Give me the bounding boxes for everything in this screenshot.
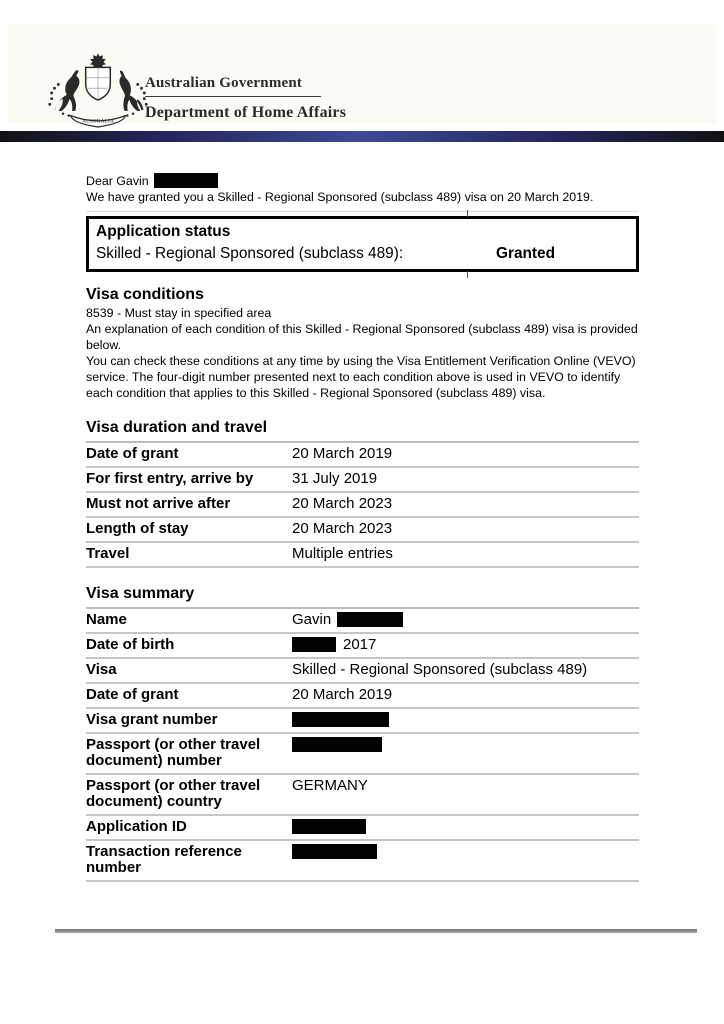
row-value: 31 July 2019 [292, 470, 378, 487]
row-value [292, 737, 639, 769]
row-label: Must not arrive after [86, 495, 231, 512]
crest-banner-text: AUSTRALIA [81, 118, 115, 125]
table-row-visa-grant-number [86, 709, 639, 734]
table-row [86, 518, 639, 543]
greeting-line [86, 173, 639, 189]
application-status-title: Application status [96, 223, 231, 240]
application-status-section [86, 216, 639, 272]
footer-divider [55, 929, 697, 933]
name-visible-part: Gavin [292, 611, 332, 628]
table-row-name [86, 609, 639, 634]
row-value: GERMANY [292, 777, 368, 794]
row-value: 20 March 2019 [292, 445, 393, 462]
visa-summary-heading: Visa summary [86, 585, 195, 602]
row-value: 20 March 2023 [292, 520, 393, 537]
letter-body [86, 173, 639, 882]
row-label: For first entry, arrive by [86, 470, 254, 487]
letterhead-titles [145, 74, 346, 122]
government-title: Australian Government [145, 75, 303, 91]
row-value: Skilled - Regional Sponsored (subclass 489) [292, 661, 588, 678]
row-value [292, 637, 639, 653]
row-label: Date of birth [86, 636, 175, 653]
table-row [86, 543, 639, 568]
row-label: Name [86, 611, 127, 628]
row-label: Passport (or other travel document) country [86, 777, 261, 810]
application-status-value: Granted [496, 245, 556, 262]
table-row-date-of-grant [86, 684, 639, 709]
row-label: Date of grant [86, 686, 179, 703]
table-row [86, 468, 639, 493]
row-label: Travel [86, 545, 130, 562]
visa-condition-item: 8539 - Must stay in specified area [86, 306, 272, 320]
department-title: Department of Home Affairs [145, 104, 347, 121]
row-value: 20 March 2023 [292, 495, 393, 512]
row-value [292, 612, 639, 628]
redacted-application-id [292, 819, 366, 834]
intro-paragraph: We have granted you a Skilled - Regional Sponsored (subclass 489) visa on 20 March 2019. [86, 190, 594, 204]
visa-conditions-heading: Visa conditions [86, 286, 204, 303]
row-label: Length of stay [86, 520, 189, 537]
redacted-transaction-reference [292, 844, 377, 859]
table-row-passport-country [86, 775, 639, 816]
application-status-label: Skilled - Regional Sponsored (subclass 489): [96, 245, 404, 262]
table-row-passport-number [86, 734, 639, 775]
row-label: Visa [86, 661, 117, 678]
table-row-visa [86, 659, 639, 684]
row-value [292, 844, 639, 876]
redacted-surname [154, 173, 218, 188]
redacted-birthdate [292, 637, 336, 652]
letterhead [8, 24, 716, 124]
application-status-box [86, 216, 639, 272]
row-value: Multiple entries [292, 545, 393, 562]
redacted-name [337, 612, 403, 627]
visa-summary-table [86, 607, 639, 882]
table-row-date-of-birth [86, 634, 639, 659]
row-label: Transaction reference number [86, 843, 242, 876]
header-gradient-bar [0, 131, 724, 142]
row-value [292, 819, 639, 835]
row-label: Passport (or other travel document) number [86, 736, 261, 769]
row-value: 20 March 2019 [292, 686, 393, 703]
table-border-tick-bottom [467, 271, 468, 278]
conditions-explanation: An explanation of each condition of this Skilled - Regional Sponsored (subclass 489) visa is provided below. [86, 322, 638, 352]
redacted-visa-grant-number [292, 712, 389, 727]
table-row [86, 443, 639, 468]
letterhead-divider [145, 96, 321, 97]
greeting-text: Dear Gavin [86, 174, 149, 188]
row-label: Application ID [86, 818, 187, 835]
table-row-transaction-reference [86, 841, 639, 882]
row-label: Date of grant [86, 445, 179, 462]
visa-duration-table [86, 441, 639, 568]
table-border-tick-top [467, 210, 468, 217]
visa-duration-heading: Visa duration and travel [86, 419, 268, 436]
vevo-note: You can check these conditions at any time by using the Visa Entitlement Verification Online (VEVO) service. The four-digit number presented next to each condition above is used in VEVO to identify each condition that applies to this Skilled - Regional Sponsored (subclass 489) visa. [86, 354, 636, 400]
redacted-passport-number [292, 737, 382, 752]
table-row [86, 493, 639, 518]
birth-year-visible-part: 2017 [343, 636, 377, 653]
row-label: Visa grant number [86, 711, 218, 728]
application-status-row [96, 243, 629, 264]
row-value [292, 712, 639, 728]
table-row-application-id [86, 816, 639, 841]
australian-coat-of-arms-icon [46, 50, 150, 134]
